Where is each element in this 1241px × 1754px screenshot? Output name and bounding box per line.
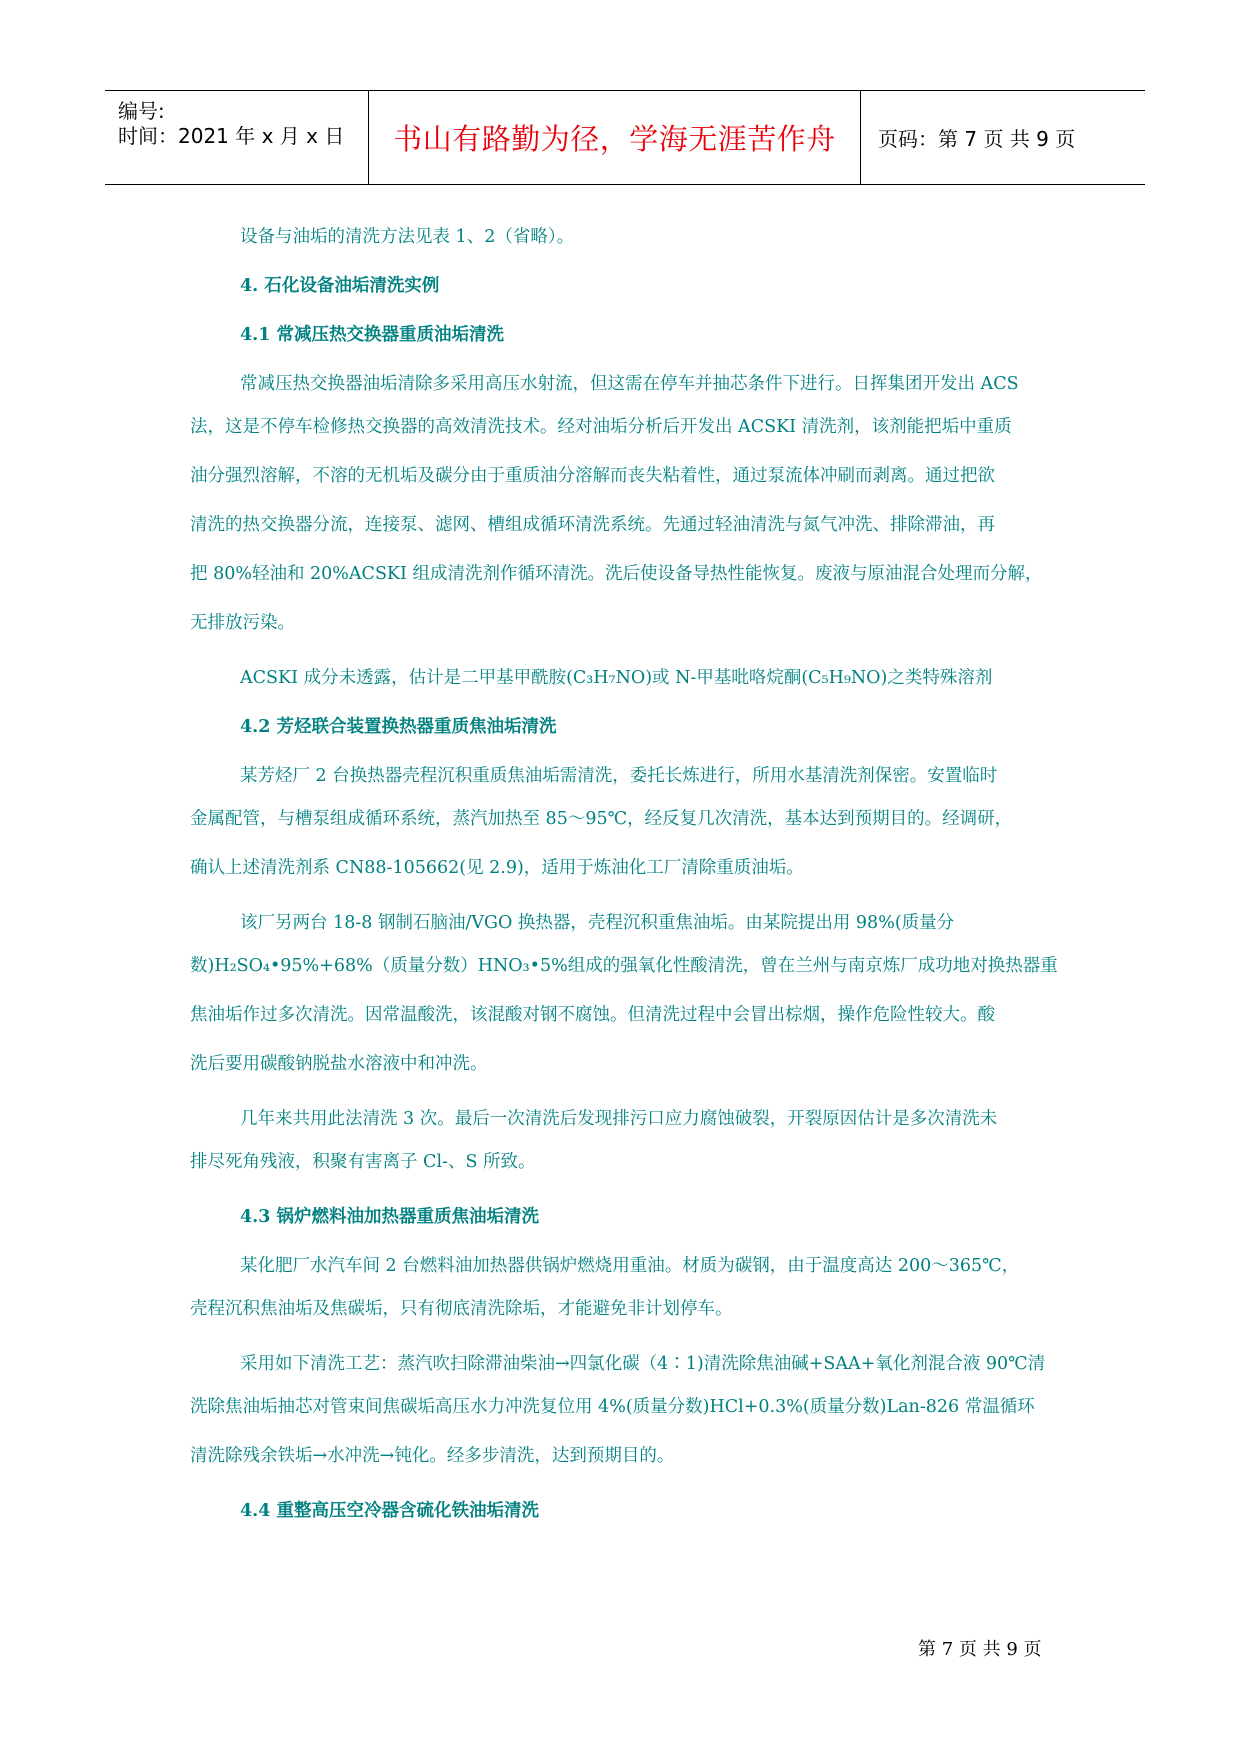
paragraph-line: 法，这是不停车检修热交换器的高效清洗技术。经对油垢分析后开发出 ACSKI 清洗剂，该剂能把垢中重质: [190, 417, 1012, 437]
header-left-cell: [105, 91, 367, 184]
paragraph-line: 某化肥厂水汽车间 2 台燃料油加热器供锅炉燃烧用重油。材质为碳钢，由于温度高达 200～365℃，: [240, 1256, 1020, 1276]
paragraph-line: 某芳烃厂 2 台换热器壳程沉积重质焦油垢需清洗，委托长炼进行，所用水基清洗剂保密。安置临时: [240, 766, 998, 786]
paragraph-line: 油分强烈溶解，不溶的无机垢及碳分由于重质油分溶解而丧失粘着性，通过泵流体冲刷而剥离。通过把欲: [190, 466, 995, 486]
paragraph-line: 确认上述清洗剂系 CN88-105662(见 2.9)，适用于炼油化工厂清除重质油垢。: [190, 858, 804, 878]
paragraph-line: 常减压热交换器油垢清除多采用高压水射流，但这需在停车并抽芯条件下进行。日挥集团开发出 ACS: [240, 374, 1019, 394]
header-motto-cell: [368, 91, 861, 184]
paragraph-line: 壳程沉积焦油垢及焦碳垢，只有彻底清洗除垢，才能避免非计划停车。: [190, 1299, 733, 1319]
section-heading: 4. 石化设备油垢清洗实例: [240, 276, 440, 296]
paragraph-line: 清洗除残余铁垢→水冲洗→钝化。经多步清洗，达到预期目的。: [190, 1446, 675, 1466]
header-motto: 书山有路勤为径，学海无涯苦作舟: [393, 122, 836, 156]
subsection-heading: 4.1 常减压热交换器重质油垢清洗: [240, 325, 505, 345]
paragraph-line: 采用如下清洗工艺：蒸汽吹扫除滞油柴油→四氯化碳（4∶1)清洗除焦油碱+SAA+氧化剂混合液 90℃清: [240, 1354, 1046, 1374]
paragraph-line: 无排放污染。: [190, 613, 295, 633]
paragraph-line: ACSKI 成分未透露，估计是二甲基甲酰胺(C₃H₇NO)或 N-甲基吡咯烷酮(C₅H₉NO)之类特殊溶剂: [240, 668, 993, 688]
paragraph-line: 金属配管，与槽泵组成循环系统，蒸汽加热至 85～95℃，经反复几次清洗，基本达到预期目的。经调研，: [190, 809, 1013, 829]
header-page-cell: [860, 91, 1145, 184]
page-header: [105, 90, 1145, 185]
paragraph-line: 洗除焦油垢抽芯对管束间焦碳垢高压水力冲洗复位用 4%(质量分数)HCl+0.3%(质量分数)Lan-826 常温循环: [190, 1397, 1035, 1417]
paragraph-line: 焦油垢作过多次清洗。因常温酸洗，该混酸对钢不腐蚀。但清洗过程中会冒出棕烟，操作危险性较大。酸: [190, 1005, 995, 1025]
paragraph-line: 数)H₂SO₄•95%+68%（质量分数）HNO₃•5%组成的强氧化性酸清洗，曾在兰州与南京炼厂成功地对换热器重: [190, 956, 1058, 976]
paragraph-line: 该厂另两台 18-8 钢制石脑油/VGO 换热器，壳程沉积重焦油垢。由某院提出用 98%(质量分: [240, 913, 955, 933]
subsection-heading: 4.2 芳烃联合装置换热器重质焦油垢清洗: [240, 717, 557, 737]
doc-number-label: 编号:: [118, 99, 165, 123]
paragraph-line: 把 80%轻油和 20%ACSKI 组成清洗剂作循环清洗。洗后使设备导热性能恢复。废液与原油混合处理而分解，: [190, 564, 1043, 584]
doc-time-label: 时间：2021 年 x 月 x 日: [118, 124, 345, 148]
subsection-heading: 4.4 重整高压空冷器含硫化铁油垢清洗: [240, 1501, 540, 1521]
paragraph-line: 清洗的热交换器分流，连接泵、滤网、槽组成循环清洗系统。先通过轻油清洗与氮气冲洗、排除滞油，再: [190, 515, 995, 535]
paragraph-line: 设备与油垢的清洗方法见表 1、2（省略）。: [240, 227, 575, 247]
subsection-heading: 4.3 锅炉燃料油加热器重质焦油垢清洗: [240, 1207, 540, 1227]
paragraph-line: 洗后要用碳酸钠脱盐水溶液中和冲洗。: [190, 1054, 488, 1074]
paragraph-line: 几年来共用此法清洗 3 次。最后一次清洗后发现排污口应力腐蚀破裂，开裂原因估计是多次清洗未: [240, 1109, 998, 1129]
paragraph-line: 排尽死角残液，积聚有害离子 Cl-、S 所致。: [190, 1152, 536, 1172]
page-footer: 第 7 页 共 9 页: [918, 1639, 1042, 1660]
header-page-number: 页码：第 7 页 共 9 页: [878, 127, 1076, 151]
